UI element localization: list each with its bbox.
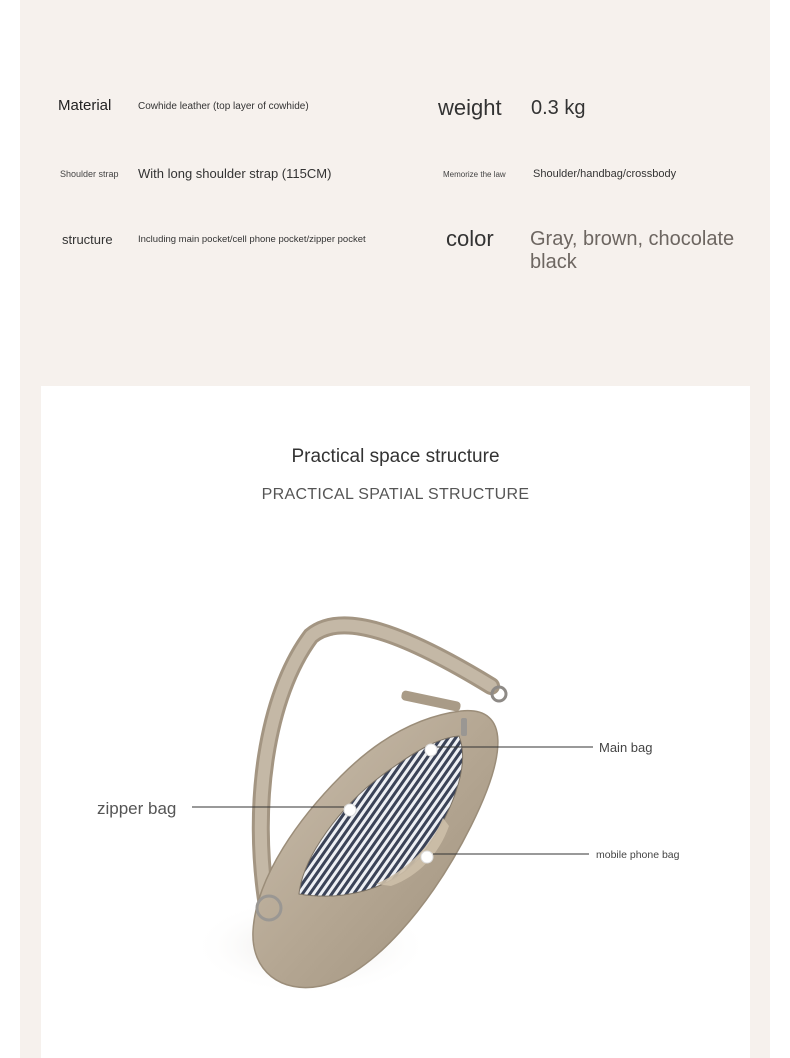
- color-label: color: [446, 226, 494, 251]
- material-label: Material: [58, 97, 112, 114]
- bag-illustration: [41, 386, 750, 1058]
- material-value: Cowhide leather (top layer of cowhide): [138, 101, 309, 112]
- phone-bag-dot: [421, 851, 433, 863]
- section-subtitle: PRACTICAL SPATIAL STRUCTURE: [261, 486, 530, 503]
- color-value: Gray, brown, chocolate black: [530, 228, 735, 273]
- mobile-phone-bag-label: mobile phone bag: [596, 849, 680, 861]
- structure-card: [41, 386, 750, 1058]
- weight-label: weight: [438, 95, 502, 120]
- main-bag-label: Main bag: [599, 740, 653, 755]
- structure-value: Including main pocket/cell phone pocket/zipper pocket: [138, 234, 366, 245]
- strap-label: Shoulder strap: [60, 169, 119, 179]
- strap-value: With long shoulder strap (115CM): [138, 166, 332, 181]
- section-title: Practical space structure: [291, 446, 500, 467]
- structure-label: structure: [62, 232, 113, 247]
- zipper-bag-label: zipper bag: [97, 799, 177, 818]
- carry-label: Memorize the law: [443, 170, 506, 179]
- carry-value: Shoulder/handbag/crossbody: [533, 168, 677, 180]
- weight-value: 0.3 kg: [531, 97, 586, 119]
- main-bag-dot: [425, 744, 437, 756]
- zipper-bag-dot: [344, 804, 356, 816]
